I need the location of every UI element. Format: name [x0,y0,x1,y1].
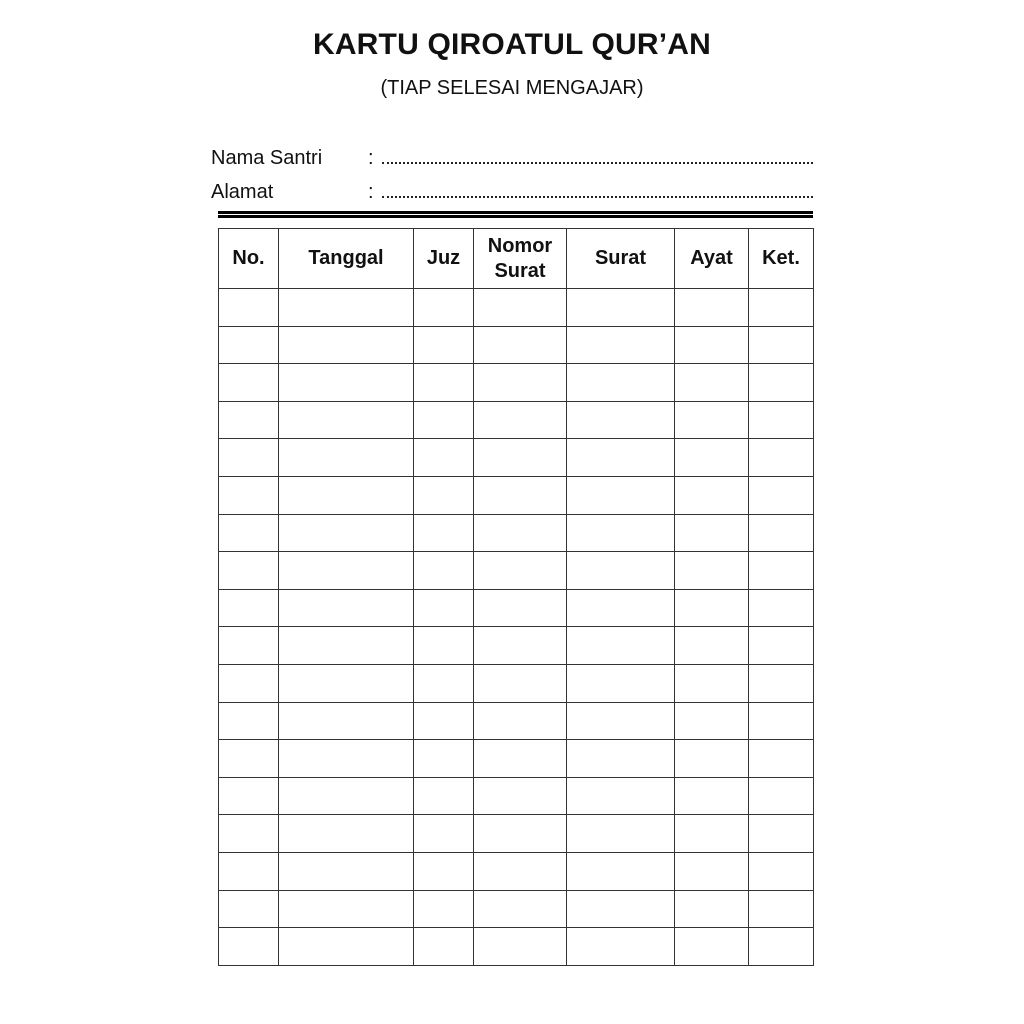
table-cell-nomor-surat[interactable] [474,364,567,402]
table-cell-no[interactable] [219,702,279,740]
table-cell-nomor-surat[interactable] [474,664,567,702]
table-row [219,890,814,928]
table-row [219,589,814,627]
table-cell-juz[interactable] [414,326,474,364]
table-cell-nomor-surat[interactable] [474,702,567,740]
table-cell-juz[interactable] [414,552,474,590]
table-cell-ket[interactable] [749,627,814,665]
table-cell-juz[interactable] [414,401,474,439]
table-cell-ket[interactable] [749,890,814,928]
table-cell-juz[interactable] [414,289,474,327]
table-cell-ayat[interactable] [675,476,749,514]
table-cell-no[interactable] [219,627,279,665]
column-header-surat: Surat [567,229,675,289]
table-cell-ket[interactable] [749,552,814,590]
table-cell-surat[interactable] [567,740,675,778]
table-row [219,289,814,327]
table-cell-nomor-surat[interactable] [474,289,567,327]
table-cell-ayat[interactable] [675,514,749,552]
table-row [219,552,814,590]
table-cell-tanggal[interactable] [279,890,414,928]
table-cell-nomor-surat[interactable] [474,552,567,590]
table-cell-nomor-surat[interactable] [474,928,567,966]
table-cell-ket[interactable] [749,289,814,327]
table-cell-ayat[interactable] [675,627,749,665]
address-dotted-line[interactable] [382,178,813,198]
column-header-ket: Ket. [749,229,814,289]
table-cell-juz[interactable] [414,476,474,514]
reading-log-table [218,228,814,966]
table-cell-ket[interactable] [749,439,814,477]
table-cell-nomor-surat[interactable] [474,740,567,778]
table-row [219,702,814,740]
table-row [219,476,814,514]
table-cell-surat[interactable] [567,589,675,627]
table-row [219,514,814,552]
column-header-tanggal: Tanggal [279,229,414,289]
table-cell-ket[interactable] [749,664,814,702]
column-header-juz: Juz [414,229,474,289]
table-cell-surat[interactable] [567,364,675,402]
table-cell-ayat[interactable] [675,289,749,327]
table-row [219,852,814,890]
table-cell-tanggal[interactable] [279,476,414,514]
table-cell-juz[interactable] [414,777,474,815]
table-cell-ayat[interactable] [675,815,749,853]
student-name-field[interactable] [211,144,813,172]
table-cell-tanggal[interactable] [279,852,414,890]
table-cell-ket[interactable] [749,815,814,853]
table-cell-tanggal[interactable] [279,589,414,627]
table-cell-ayat[interactable] [675,401,749,439]
address-colon: : [368,181,374,203]
column-header-ayat: Ayat [675,229,749,289]
table-cell-ayat[interactable] [675,890,749,928]
table-cell-ayat[interactable] [675,589,749,627]
table-cell-tanggal[interactable] [279,740,414,778]
table-cell-nomor-surat[interactable] [474,326,567,364]
table-cell-tanggal[interactable] [279,664,414,702]
table-cell-juz[interactable] [414,928,474,966]
table-cell-surat[interactable] [567,852,675,890]
table-row [219,326,814,364]
table-cell-ayat[interactable] [675,852,749,890]
table-cell-juz[interactable] [414,740,474,778]
table-cell-ayat[interactable] [675,777,749,815]
table-cell-tanggal[interactable] [279,514,414,552]
table-cell-tanggal[interactable] [279,439,414,477]
table-row [219,740,814,778]
table-cell-ayat[interactable] [675,664,749,702]
table-cell-ket[interactable] [749,326,814,364]
table-cell-tanggal[interactable] [279,777,414,815]
table-cell-surat[interactable] [567,627,675,665]
table-cell-surat[interactable] [567,552,675,590]
table-cell-surat[interactable] [567,439,675,477]
table-cell-tanggal[interactable] [279,815,414,853]
header-divider-top [218,211,813,214]
table-cell-no[interactable] [219,439,279,477]
table-header-row [219,229,814,289]
table-cell-juz[interactable] [414,514,474,552]
table-cell-no[interactable] [219,740,279,778]
table-cell-tanggal[interactable] [279,326,414,364]
table-cell-ket[interactable] [749,589,814,627]
table-cell-ket[interactable] [749,364,814,402]
student-name-label: Nama Santri [211,147,323,169]
table-cell-juz[interactable] [414,702,474,740]
table-cell-no[interactable] [219,852,279,890]
table-cell-juz[interactable] [414,364,474,402]
table-cell-ayat[interactable] [675,928,749,966]
table-cell-no[interactable] [219,928,279,966]
table-cell-nomor-surat[interactable] [474,890,567,928]
card-subtitle: (TIAP SELESAI MENGAJAR) [380,77,644,99]
table-cell-ket[interactable] [749,852,814,890]
table-row [219,815,814,853]
table-cell-juz[interactable] [414,890,474,928]
table-cell-surat[interactable] [567,664,675,702]
table-cell-surat[interactable] [567,890,675,928]
table-cell-tanggal[interactable] [279,702,414,740]
table-cell-nomor-surat[interactable] [474,777,567,815]
table-cell-nomor-surat[interactable] [474,439,567,477]
table-cell-ket[interactable] [749,928,814,966]
table-cell-no[interactable] [219,401,279,439]
column-header-nomor-surat: Nomor Surat [474,229,567,289]
table-cell-nomor-surat[interactable] [474,401,567,439]
address-label: Alamat [211,181,274,203]
table-cell-surat[interactable] [567,326,675,364]
table-row [219,364,814,402]
table-cell-surat[interactable] [567,401,675,439]
table-cell-ket[interactable] [749,476,814,514]
table-cell-tanggal[interactable] [279,627,414,665]
table-cell-ayat[interactable] [675,326,749,364]
table-row [219,627,814,665]
table-cell-ket[interactable] [749,740,814,778]
table-cell-juz[interactable] [414,852,474,890]
table-cell-juz[interactable] [414,439,474,477]
table-cell-no[interactable] [219,664,279,702]
table-body [219,289,814,966]
table-cell-surat[interactable] [567,476,675,514]
table-cell-ayat[interactable] [675,552,749,590]
table-cell-no[interactable] [219,777,279,815]
table-cell-tanggal[interactable] [279,401,414,439]
address-field[interactable] [211,178,813,206]
table-cell-ayat[interactable] [675,364,749,402]
table-cell-juz[interactable] [414,815,474,853]
table-row [219,439,814,477]
table-cell-surat[interactable] [567,289,675,327]
column-header-no: No. [219,229,279,289]
table-cell-no[interactable] [219,289,279,327]
table-cell-no[interactable] [219,890,279,928]
table-cell-no[interactable] [219,514,279,552]
table-row [219,928,814,966]
table-cell-surat[interactable] [567,928,675,966]
student-name-colon: : [368,147,374,169]
table-cell-surat[interactable] [567,702,675,740]
table-cell-nomor-surat[interactable] [474,514,567,552]
table-cell-nomor-surat[interactable] [474,476,567,514]
table-cell-no[interactable] [219,552,279,590]
table-row [219,401,814,439]
table-cell-juz[interactable] [414,627,474,665]
table-cell-surat[interactable] [567,777,675,815]
table-cell-ket[interactable] [749,702,814,740]
table-cell-juz[interactable] [414,589,474,627]
table-cell-ayat[interactable] [675,702,749,740]
header-divider-bottom [218,215,813,218]
student-name-dotted-line[interactable] [382,144,813,164]
table-cell-nomor-surat[interactable] [474,815,567,853]
card-title: KARTU QIROATUL QUR’AN [312,28,712,61]
table-cell-tanggal[interactable] [279,552,414,590]
table-cell-surat[interactable] [567,514,675,552]
table-cell-nomor-surat[interactable] [474,589,567,627]
table-cell-ket[interactable] [749,777,814,815]
table-cell-tanggal[interactable] [279,928,414,966]
table-cell-surat[interactable] [567,815,675,853]
table-row [219,777,814,815]
table-cell-no[interactable] [219,815,279,853]
table-cell-no[interactable] [219,589,279,627]
table-cell-ayat[interactable] [675,439,749,477]
table-cell-nomor-surat[interactable] [474,627,567,665]
table-cell-no[interactable] [219,326,279,364]
table-cell-juz[interactable] [414,664,474,702]
table-cell-no[interactable] [219,364,279,402]
table-cell-tanggal[interactable] [279,364,414,402]
table-cell-no[interactable] [219,476,279,514]
table-cell-ket[interactable] [749,401,814,439]
table-cell-nomor-surat[interactable] [474,852,567,890]
table-cell-ayat[interactable] [675,740,749,778]
table-cell-ket[interactable] [749,514,814,552]
table-row [219,664,814,702]
table-cell-tanggal[interactable] [279,289,414,327]
